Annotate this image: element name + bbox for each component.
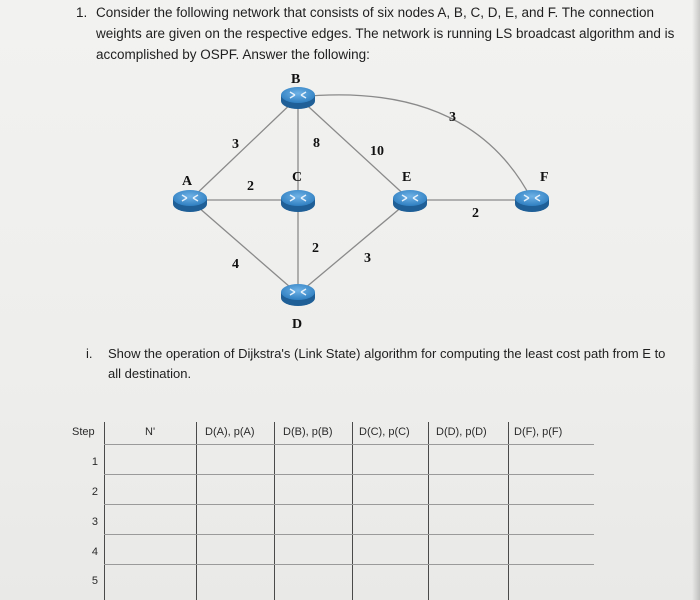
- question-text: Consider the following network that consists of six nodes A, B, C, D, E, and F. The connection weights are given on the respective edges. The network is running LS broadcast algorithm and is accomplished by OSPF. Answer the following:: [96, 5, 675, 62]
- page-edge-shadow: [692, 0, 700, 600]
- node-label-D: D: [292, 317, 303, 332]
- question-1: [76, 2, 676, 65]
- part-i: [86, 344, 666, 384]
- col-divider: [428, 422, 429, 600]
- step-3: 3: [91, 516, 98, 528]
- weight-E-F: 2: [472, 206, 479, 221]
- weight-A-B: 3: [232, 137, 239, 152]
- row-divider: [104, 504, 594, 505]
- router-icon-A: [173, 190, 207, 212]
- col-divider: [104, 422, 105, 600]
- row-divider: [104, 564, 594, 565]
- weight-B-E: 10: [370, 144, 384, 159]
- edge-B-F: [298, 95, 532, 200]
- step-4: 4: [91, 546, 98, 558]
- router-icon-E: [393, 190, 427, 212]
- step-5: 5: [91, 575, 98, 587]
- part-i-numeral: i.: [86, 346, 93, 361]
- node-label-E: E: [402, 170, 412, 185]
- dijkstra-table: [0, 420, 700, 600]
- header-n-prime: N': [145, 426, 156, 438]
- weight-A-D: 4: [232, 257, 239, 272]
- router-icon-F: [515, 190, 549, 212]
- node-label-F: F: [540, 170, 549, 185]
- header-d-a: D(A), p(A): [205, 426, 255, 438]
- weight-B-C: 8: [313, 136, 320, 151]
- header-d-b: D(B), p(B): [283, 426, 333, 438]
- step-2: 2: [91, 486, 98, 498]
- weight-B-F: 3: [449, 110, 456, 125]
- node-label-A: A: [182, 174, 193, 189]
- node-label-B: B: [291, 72, 301, 87]
- header-d-c: D(C), p(C): [359, 426, 410, 438]
- row-divider: [104, 534, 594, 535]
- part-i-text: Show the operation of Dijkstra's (Link State) algorithm for computing the least cost path from E to all destination.: [108, 346, 666, 381]
- network-diagram: [0, 60, 700, 340]
- node-label-C: C: [292, 170, 303, 185]
- router-icon-B: [281, 87, 315, 109]
- row-divider: [104, 474, 594, 475]
- header-d-f: D(F), p(F): [514, 426, 563, 438]
- header-d-d: D(D), p(D): [436, 426, 487, 438]
- col-divider: [274, 422, 275, 600]
- step-1: 1: [91, 456, 98, 468]
- router-icon-D: [281, 284, 315, 306]
- edge-A-D: [190, 200, 298, 294]
- col-divider: [508, 422, 509, 600]
- weight-C-D: 2: [312, 241, 319, 256]
- question-number: 1.: [76, 5, 88, 20]
- weight-A-C: 2: [247, 179, 254, 194]
- router-icon-C: [281, 190, 315, 212]
- weight-D-E: 3: [364, 251, 371, 266]
- col-divider: [196, 422, 197, 600]
- header-step: Step: [72, 426, 95, 438]
- edges: [190, 95, 532, 294]
- row-divider: [104, 444, 594, 445]
- col-divider: [352, 422, 353, 600]
- edge-A-B: [190, 97, 298, 200]
